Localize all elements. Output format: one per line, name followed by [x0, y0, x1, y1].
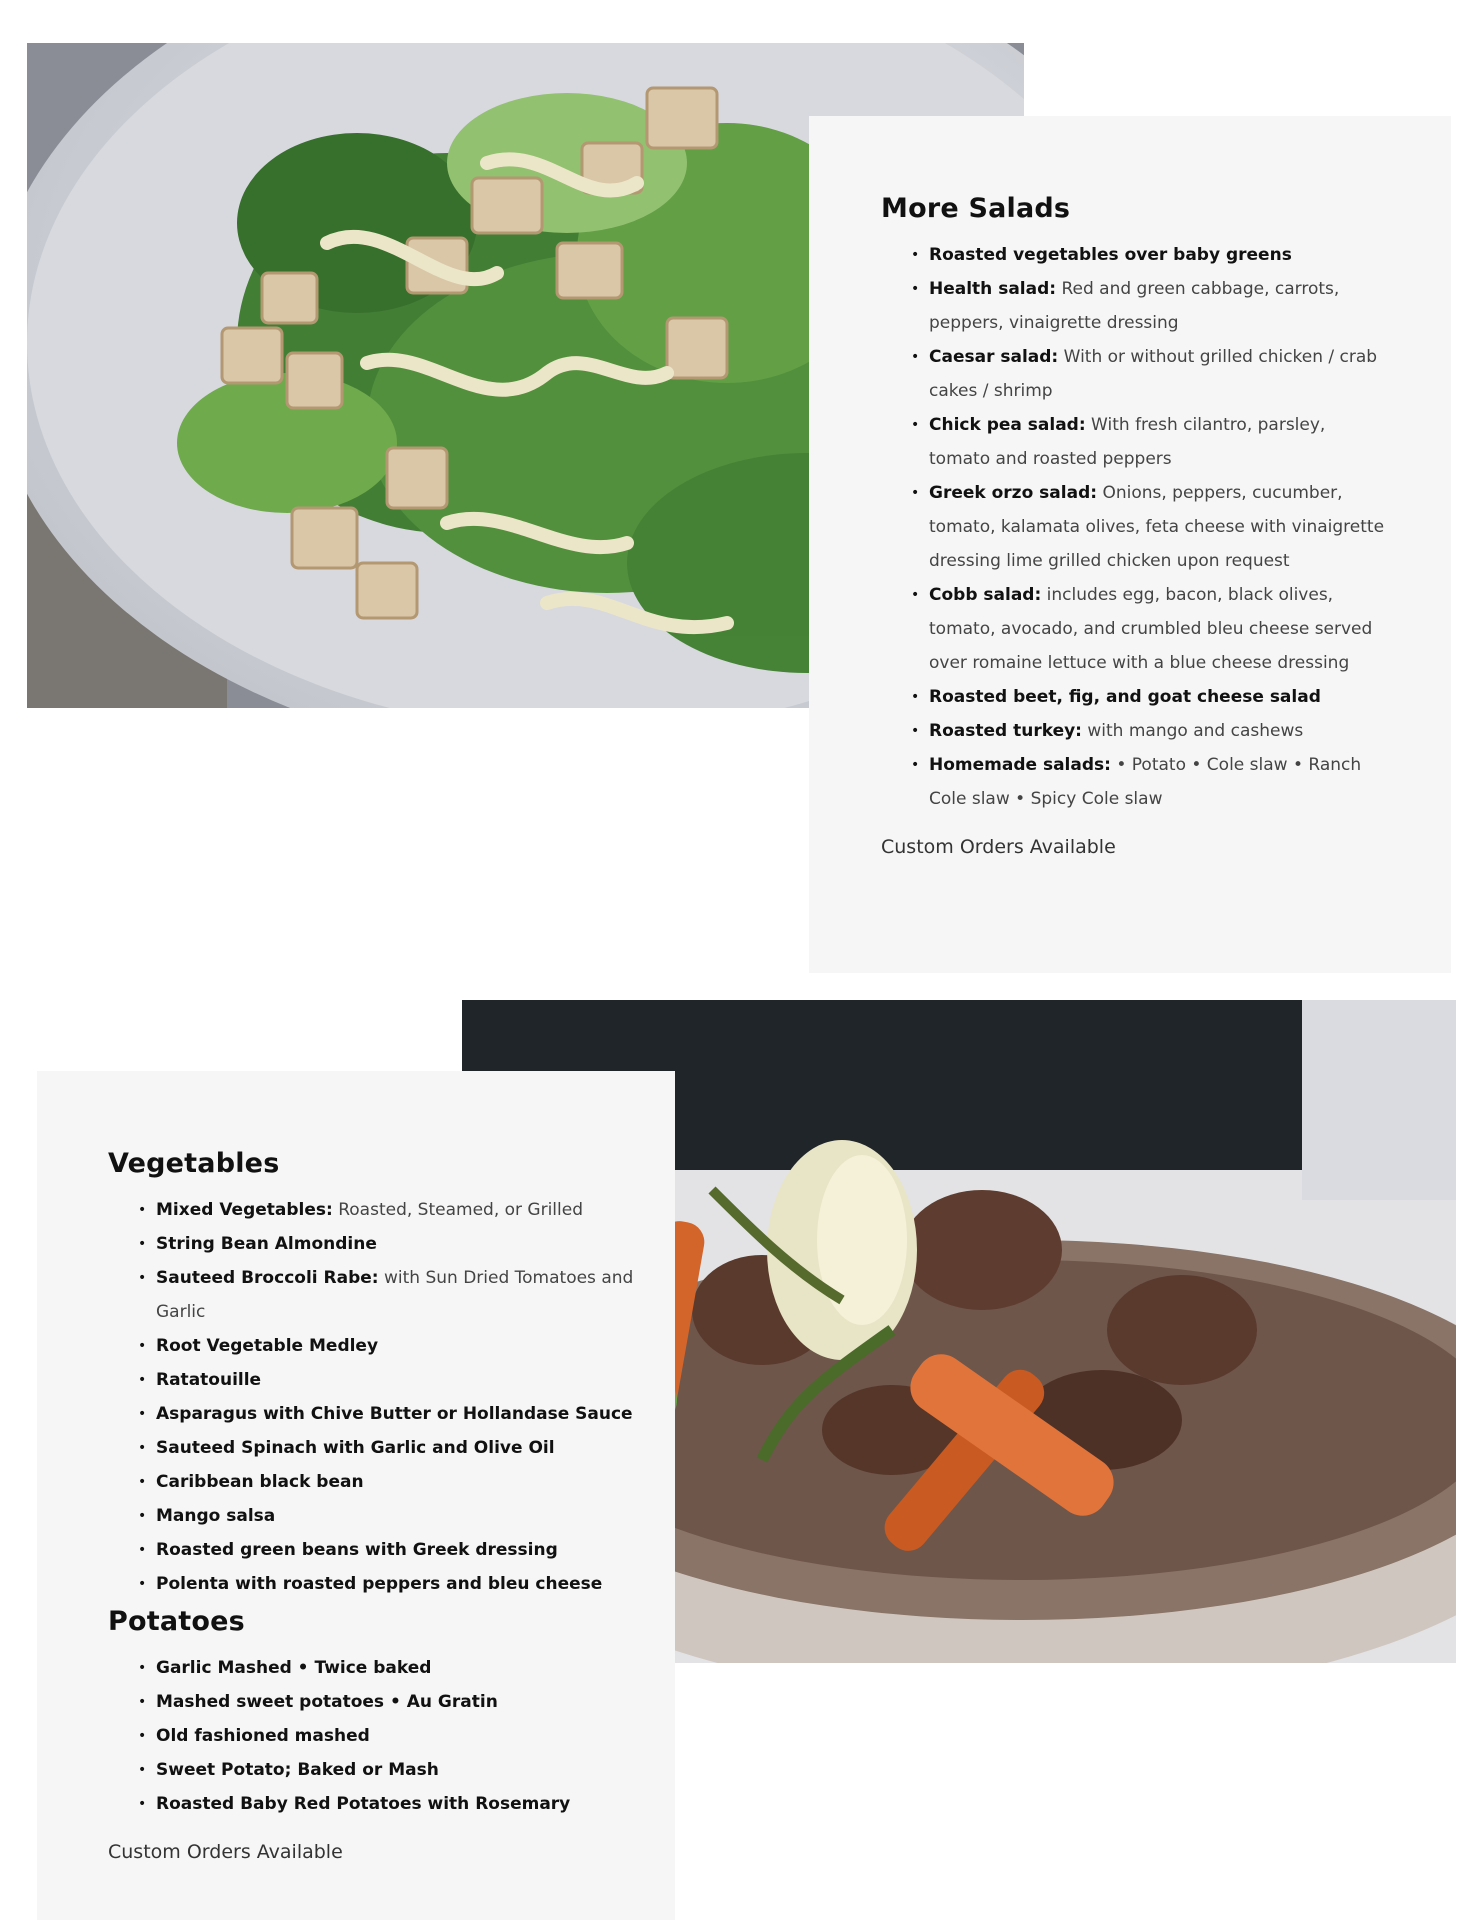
list-item: • Sweet Potato; Baked or Mash [156, 1753, 635, 1787]
list-item: • Old fashioned mashed [156, 1719, 635, 1753]
list-item: • Ratatouille [156, 1363, 635, 1397]
vegetables-heading: Vegetables [108, 1148, 280, 1179]
more-salads-heading: More Salads [881, 193, 1071, 224]
list-item: • Roasted green beans with Greek dressing [156, 1533, 635, 1567]
vegetables-list [108, 1193, 635, 1601]
list-item: • String Bean Almondine [156, 1227, 635, 1261]
list-item: • Health salad: Red and green cabbage, carrots, peppers, vinaigrette dressing [929, 272, 1391, 340]
custom-orders-note: Custom Orders Available [881, 836, 1116, 858]
potatoes-list [108, 1651, 635, 1821]
list-item: • Roasted beet, fig, and goat cheese salad [929, 680, 1391, 714]
list-item: • Sauteed Broccoli Rabe: with Sun Dried Tomatoes and Garlic [156, 1261, 635, 1329]
potatoes-heading: Potatoes [108, 1606, 245, 1637]
custom-orders-note: Custom Orders Available [108, 1841, 343, 1863]
list-item: • Root Vegetable Medley [156, 1329, 635, 1363]
list-item: • Garlic Mashed • Twice baked [156, 1651, 635, 1685]
more-salads-list [881, 238, 1391, 816]
list-item: • Greek orzo salad: Onions, peppers, cucumber, tomato, kalamata olives, feta cheese with vinaigrette dressing lime grilled chicken upon request [929, 476, 1391, 578]
list-item: • Asparagus with Chive Butter or Hollandase Sauce [156, 1397, 635, 1431]
list-item: • Homemade salads: • Potato • Cole slaw • Ranch Cole slaw • Spicy Cole slaw [929, 748, 1391, 816]
list-item: • Roasted turkey: with mango and cashews [929, 714, 1391, 748]
list-item: • Roasted Baby Red Potatoes with Rosemary [156, 1787, 635, 1821]
list-item: • Chick pea salad: With fresh cilantro, parsley, tomato and roasted peppers [929, 408, 1391, 476]
list-item: • Caribbean black bean [156, 1465, 635, 1499]
vegetables-potatoes-card [37, 1071, 675, 1920]
list-item: • Mixed Vegetables: Roasted, Steamed, or Grilled [156, 1193, 635, 1227]
list-item: • Cobb salad: includes egg, bacon, black olives, tomato, avocado, and crumbled bleu cheese served over romaine lettuce with a blue cheese dressing [929, 578, 1391, 680]
list-item: • Mango salsa [156, 1499, 635, 1533]
list-item: • Sauteed Spinach with Garlic and Olive Oil [156, 1431, 635, 1465]
more-salads-card [809, 116, 1451, 973]
list-item: • Mashed sweet potatoes • Au Gratin [156, 1685, 635, 1719]
list-item: • Roasted vegetables over baby greens [929, 238, 1391, 272]
list-item: • Caesar salad: With or without grilled chicken / crab cakes / shrimp [929, 340, 1391, 408]
list-item: • Polenta with roasted peppers and bleu cheese [156, 1567, 635, 1601]
